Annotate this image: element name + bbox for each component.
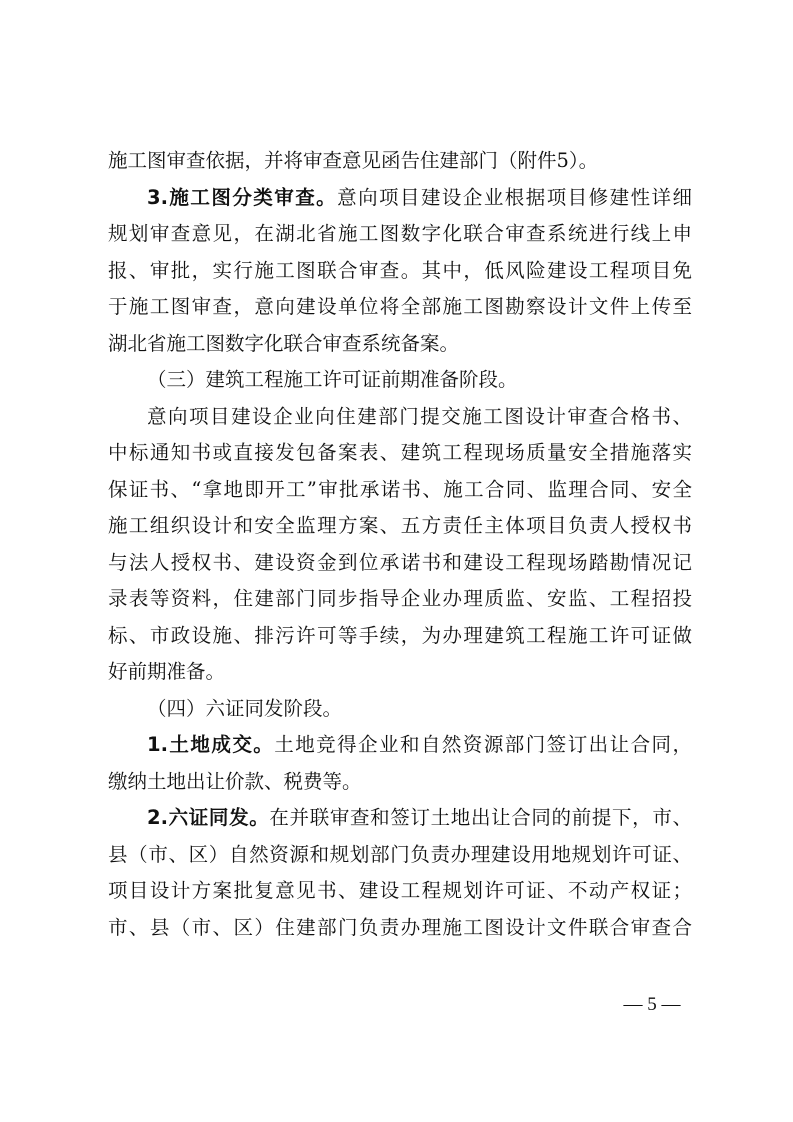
- text-line: [108, 910, 692, 947]
- line-text: 施工组织设计和安全监理方案、五方责任主体项目负责人授权书: [108, 514, 692, 537]
- text-line: [108, 216, 692, 253]
- text-line: [108, 326, 692, 363]
- text-line: [108, 289, 692, 326]
- text-line: [108, 362, 692, 399]
- page-number: — 5 —: [623, 994, 681, 1015]
- line-text: （三）建筑工程施工许可证前期准备阶段。: [147, 368, 518, 391]
- line-text: 县（市、区）自然资源和规划部门负责办理建设用地规划许可证、: [108, 842, 692, 866]
- line-text: 录表等资料，住建部门同步指导企业办理质监、安监、工程招投: [108, 587, 692, 610]
- line-text: 意向项目建设企业向住建部门提交施工图设计审查合格书、: [147, 404, 692, 428]
- line-text: 市、县（市、区）住建部门负责办理施工图设计文件联合审查合: [108, 915, 692, 939]
- line-text: 规划审查意见，在湖北省施工图数字化联合审查系统进行线上申: [108, 222, 692, 245]
- bold-heading: 1.土地成交。: [147, 733, 275, 756]
- text-line: [108, 691, 692, 728]
- text-line: [108, 545, 692, 582]
- line-text: 意向项目建设企业根据项目修建性详细: [337, 185, 692, 209]
- document-body: [108, 143, 692, 946]
- text-line: [108, 581, 692, 618]
- line-text: 湖北省施工图数字化联合审查系统备案。: [108, 331, 460, 355]
- text-line: [108, 180, 692, 217]
- line-text: 与法人授权书、建设资金到位承诺书和建设工程现场踏勘情况记: [108, 550, 692, 574]
- line-text: 缴纳土地出让价款、税费等。: [108, 769, 362, 793]
- line-text: 标、市政设施、排污许可等手续，为办理建筑工程施工许可证做: [108, 623, 692, 647]
- text-line: [108, 508, 692, 545]
- text-line: [108, 472, 692, 509]
- text-line: [108, 618, 692, 655]
- text-line: [108, 873, 692, 910]
- text-line: [108, 435, 692, 472]
- bold-heading: 2.六证同发。: [147, 806, 270, 829]
- text-line: [108, 800, 692, 837]
- text-line: [108, 764, 692, 801]
- text-line: [108, 143, 692, 180]
- line-text: 项目设计方案批复意见书、建设工程规划许可证、不动产权证；: [108, 879, 692, 902]
- text-line: [108, 727, 692, 764]
- text-line: [108, 399, 692, 436]
- line-text: 土地竞得企业和自然资源部门签订出让合同，: [274, 733, 692, 756]
- line-text: 好前期准备。: [108, 660, 226, 683]
- line-text: （四）六证同发阶段。: [147, 696, 343, 720]
- text-line: [108, 654, 692, 691]
- line-text: 在并联审查和签订土地出让合同的前提下，市、: [269, 806, 692, 829]
- line-text: 于施工图审查，意向建设单位将全部施工图勘察设计文件上传至: [108, 295, 692, 318]
- line-text: 中标通知书或直接发包备案表、建筑工程现场质量安全措施落实: [108, 441, 692, 464]
- line-text: 施工图审查依据，并将审查意见函告住建部门（附件5）。: [108, 149, 599, 172]
- line-text: 保证书、“拿地即开工”审批承诺书、施工合同、监理合同、安全: [108, 477, 692, 501]
- text-line: [108, 253, 692, 290]
- text-line: [108, 837, 692, 874]
- bold-heading: 3.施工图分类审查。: [147, 185, 338, 209]
- line-text: 报、审批，实行施工图联合审查。其中，低风险建设工程项目免: [108, 258, 692, 282]
